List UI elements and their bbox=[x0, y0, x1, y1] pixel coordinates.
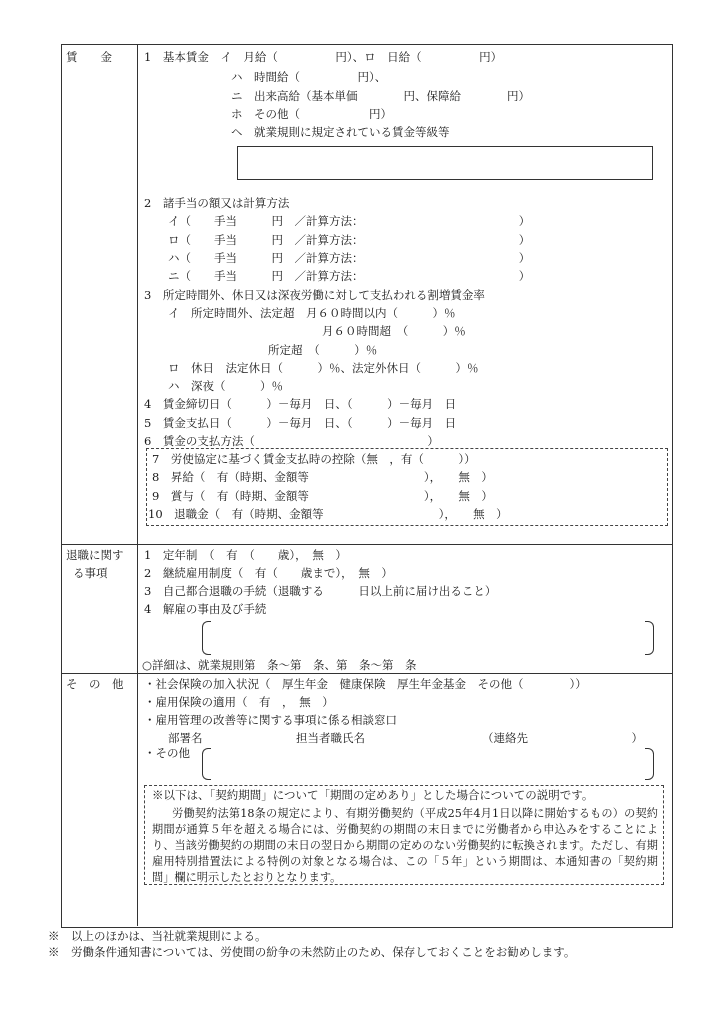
right-bracket-icon bbox=[645, 621, 654, 655]
department-name: 部署名 bbox=[168, 731, 203, 745]
fixed-term-note-heading: ※以下は、「契約期間」について「期間の定めあり」とした場合についての説明です。 bbox=[152, 788, 594, 802]
premium-night: ハ 深夜（ ）％ bbox=[168, 379, 283, 393]
left-bracket-icon bbox=[202, 621, 211, 655]
wage-raise: 8 昇給（ 有（時期、金額等 ）， 無 ） bbox=[152, 470, 493, 484]
premium-scheduled: 所定超 （ ）％ bbox=[268, 343, 378, 357]
contact-info: （連絡先 ） bbox=[482, 731, 643, 745]
work-rules-reference: ○詳細は、就業規則第 条～第 条、第 条～第 条 bbox=[142, 658, 417, 672]
footer-note-2: ※ 労働条件通知書については、労使間の紛争の未然防止のため、保存しておくことをお勧めします。 bbox=[48, 945, 576, 959]
retire-heading-2: る事項 bbox=[73, 566, 108, 580]
wage-severance: 10 退職金（ 有（時期、金額等 ）， 無 ） bbox=[148, 507, 508, 521]
wage-grade-field[interactable] bbox=[237, 146, 653, 180]
base-wage-line-1: 1 基本賃金 イ 月給（ 円）、ロ 日給（ 円） bbox=[144, 50, 503, 64]
base-wage-line-3: ニ 出来高給（基本単価 円、保障給 円） bbox=[231, 89, 530, 103]
retire-heading-1: 退職に関す bbox=[66, 548, 124, 562]
wage-bonus: 9 賞与（ 有（時期、金額等 ）， 無 ） bbox=[152, 489, 493, 503]
allowance-row: ハ（ 手当 円 ／計算方法： ） bbox=[168, 251, 531, 265]
wage-payment-day: 5 賃金支払日（ ）－毎月 日、（ ）－毎月 日 bbox=[144, 416, 457, 430]
premium-title: 3 所定時間外、休日又は深夜労働に対して支払われる割増賃金率 bbox=[144, 288, 485, 302]
column-divider bbox=[137, 44, 138, 926]
allowance-row: ロ（ 手当 円 ／計算方法： ） bbox=[168, 233, 531, 247]
wage-deduction: 7 労使協定に基づく賃金支払時の控除（無 ，有（ ）） bbox=[152, 452, 476, 466]
voluntary-resignation: 3 自己都合退職の手続（退職する 日以上前に届け出ること） bbox=[144, 584, 497, 598]
retirement-age: 1 定年制 （ 有 （ 歳）， 無 ） bbox=[144, 548, 347, 562]
wage-heading: 賃 金 bbox=[66, 50, 112, 64]
continued-employment: 2 継続雇用制度（ 有（ 歳まで）， 無 ） bbox=[144, 566, 393, 580]
wage-payment-method: 6 賃金の支払方法（ ） bbox=[144, 434, 439, 448]
allowance-row: イ（ 手当 円 ／計算方法： ） bbox=[168, 214, 531, 228]
allowance-row: ニ（ 手当 円 ／計算方法： ） bbox=[168, 269, 531, 283]
dismissal-procedure: 4 解雇の事由及び手続 bbox=[144, 602, 267, 616]
row-divider-other bbox=[61, 673, 673, 674]
wage-cutoff-day: 4 賃金締切日（ ）－毎月 日、（ ）－毎月 日 bbox=[144, 397, 457, 411]
base-wage-line-2: ハ 時間給（ 円）、 bbox=[231, 70, 387, 84]
base-wage-line-4: ホ その他（ 円） bbox=[231, 107, 392, 121]
premium-over-60h: 月６０時間超 （ ）％ bbox=[322, 324, 466, 338]
other-items: ・その他 bbox=[144, 746, 190, 760]
allowance-title: 2 諸手当の額又は計算方法 bbox=[144, 196, 290, 210]
contact-person: 担当者職氏名 bbox=[296, 731, 365, 745]
premium-overtime: イ 所定時間外、法定超 月６０時間以内（ ）％ bbox=[168, 306, 456, 320]
base-wage-line-5: ヘ 就業規則に規定されている賃金等級等 bbox=[231, 125, 450, 139]
social-insurance: ・社会保険の加入状況（ 厚生年金 健康保険 厚生年金基金 その他（ ）） bbox=[144, 677, 587, 691]
footer-note-1: ※ 以上のほかは、当社就業規則による。 bbox=[48, 929, 267, 943]
fixed-term-note-body: 労働契約法第18条の規定により、有期労働契約（平成25年4月1日以降に開始するもの）の契約期間が通算５年を超える場合には、労働契約の期間の末日までに労働者から申込みをすることにより、当該労働契約の期間の末日の翌日から期間の定めのない労働契約に転換されます。ただし、有期雇用特別措置法による特例の対象となる場合は、この「５年」という期間は、本通知書の「契約期間」欄に明示したとおりとなります。 bbox=[152, 807, 658, 884]
left-bracket-icon bbox=[202, 748, 211, 780]
employment-insurance: ・雇用保険の適用（ 有 ， 無 ） bbox=[144, 695, 334, 709]
row-divider-retire bbox=[61, 544, 673, 545]
premium-holiday: ロ 休日 法定休日（ ）％、法定外休日（ ）％ bbox=[168, 361, 479, 375]
consultation-desk: ・雇用管理の改善等に関する事項に係る相談窓口 bbox=[144, 713, 397, 727]
other-heading: そ の 他 bbox=[66, 677, 124, 691]
right-bracket-icon bbox=[645, 748, 654, 780]
